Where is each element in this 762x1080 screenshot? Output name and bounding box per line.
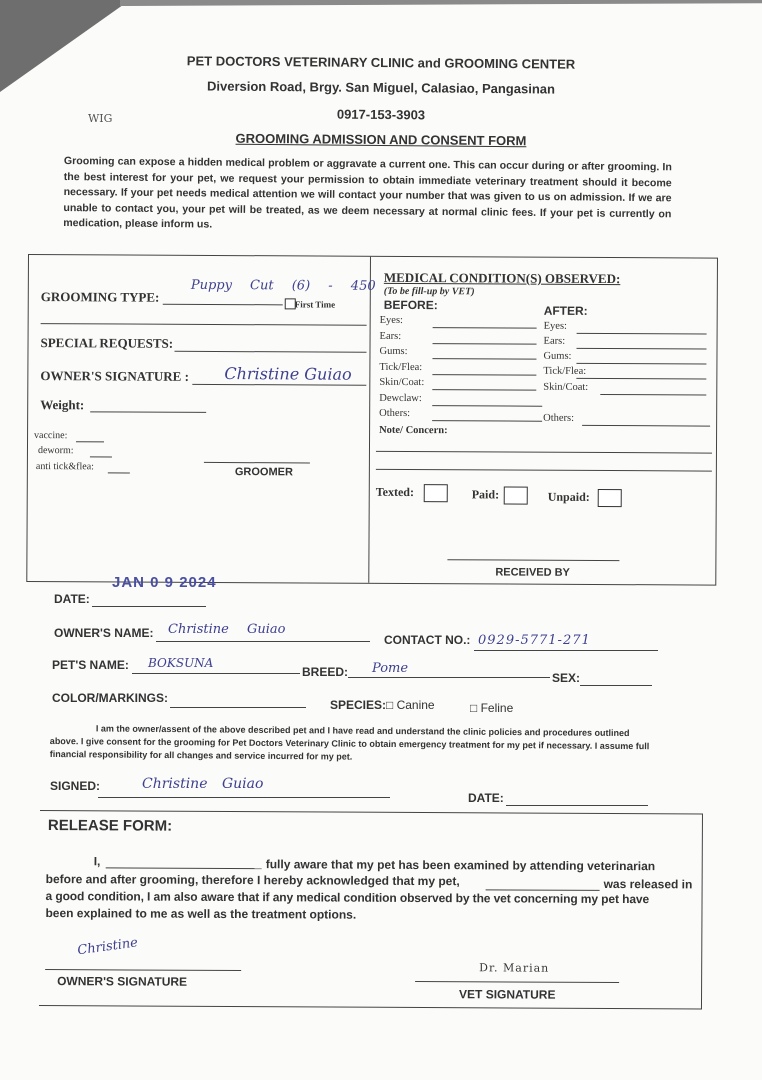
after-item-line	[600, 394, 706, 396]
release-line4: been explained to me as well as the treatment options.	[45, 906, 357, 922]
consent-paragraph: I am the owner/assent of the above described pet and I have read and understand the clinic policies and procedures outlined above. I give consent for the grooming for Pet Doctors Veterinary Clinic to obtain emergency treatment for my pet if necessary. I assume full financial responsibility for all changes and service incurred for my pet.	[49, 723, 650, 762]
release-owner-sig-label: OWNER'S SIGNATURE	[57, 974, 188, 989]
breed-label: BREED:	[302, 665, 349, 679]
before-item-label: Skin/Coat:	[379, 376, 425, 389]
species-label: SPECIES:	[330, 698, 387, 712]
before-item-line	[432, 420, 542, 422]
after-item-line	[577, 333, 707, 335]
release-owner-sig-line	[45, 969, 241, 971]
date-line	[92, 606, 206, 607]
before-item-label: Tick/Flea:	[379, 361, 423, 373]
pet-name-line	[132, 673, 300, 674]
owner-name-line	[156, 641, 370, 642]
release-line1: fully aware that my pet has been examined by attending veterinarian	[265, 857, 656, 874]
release-line3: a good condition, I am also aware that if any medical condition observed by the vet concerning my pet have	[45, 889, 650, 907]
release-line2-a: before and after grooming, therefore I hereby acknowledged that my pet,	[45, 872, 460, 889]
before-item-line	[432, 374, 536, 376]
owner-signature-label: OWNER'S SIGNATURE :	[40, 368, 189, 384]
grooming-type-value: Puppy Cut (6) - 450	[190, 277, 376, 294]
first-time-label: First Time	[294, 299, 336, 310]
before-item-line	[432, 358, 536, 360]
after-item-label: Gums:	[543, 350, 572, 362]
texted-checkbox[interactable]	[424, 484, 448, 502]
after-item-label: Skin/Coat:	[543, 381, 589, 393]
pet-name-value: BOKSUNA	[148, 656, 214, 670]
grooming-type-line-2	[41, 323, 367, 326]
note-label: Note/ Concern:	[379, 424, 448, 437]
grooming-box	[26, 254, 718, 586]
canine-option[interactable]: □ Canine	[386, 698, 435, 712]
texted-label: Texted:	[375, 484, 415, 500]
form-title: GROOMING ADMISSION AND CONSENT FORM	[235, 130, 527, 149]
antitick-line	[108, 472, 130, 473]
clinic-name: PET DOCTORS VETERINARY CLINIC and GROOMING CENTER	[186, 53, 576, 72]
after-item-label: Tick/Flea:	[543, 365, 587, 377]
note-line-2	[376, 469, 712, 472]
received-by-line	[447, 559, 619, 561]
color-line	[170, 707, 306, 708]
after-item-label: Eyes:	[543, 320, 567, 332]
contact-line	[474, 650, 658, 651]
clinic-address: Diversion Road, Brgy. San Miguel, Calasiao, Pangasinan	[206, 78, 556, 97]
antitick-label: anti tick&flea:	[35, 461, 94, 473]
after-item-label: Others:	[543, 412, 575, 424]
before-item-label: Eyes:	[379, 314, 404, 326]
date-stamp: JAN 0 9 2024	[112, 574, 217, 591]
consent-date-label: DATE:	[468, 791, 504, 805]
before-item-line	[433, 327, 537, 329]
groomer-label: GROOMER	[234, 466, 293, 479]
release-owner-sig-value: Christine	[76, 935, 139, 959]
clinic-phone: 0917-153-3903	[336, 106, 426, 123]
release-line2-b: was released in	[603, 876, 693, 892]
paid-checkbox[interactable]	[504, 486, 528, 504]
before-item-label: Others:	[379, 407, 411, 420]
breed-line	[348, 677, 550, 678]
release-i: I,	[93, 854, 101, 869]
after-label: AFTER:	[543, 303, 588, 318]
signed-value: Christine Guiao	[142, 776, 264, 792]
after-item-line	[577, 348, 707, 350]
after-item-label: Ears:	[543, 335, 566, 347]
owner-signature-value: Christine Guiao	[224, 364, 352, 384]
deworm-line	[90, 456, 112, 457]
owner-name-label: OWNER'S NAME:	[54, 626, 154, 640]
note-line-1	[376, 451, 712, 454]
release-name-line	[106, 867, 262, 869]
paid-label: Paid:	[471, 487, 500, 502]
after-item-line	[576, 378, 706, 380]
before-item-line	[432, 405, 542, 407]
sex-label: SEX:	[552, 671, 581, 685]
received-by-label: RECEIVED BY	[495, 566, 570, 579]
pet-name-label: PET'S NAME:	[52, 658, 129, 672]
owner-name-value: Christine Guiao	[168, 622, 286, 637]
before-item-label: Gums:	[379, 345, 408, 357]
deworm-label: deworm:	[37, 445, 74, 457]
before-item-label: Ears:	[379, 330, 402, 342]
feline-option[interactable]: □ Feline	[470, 701, 514, 715]
unpaid-checkbox[interactable]	[598, 489, 622, 507]
owner-signature-line	[192, 384, 366, 386]
grooming-type-label: GROOMING TYPE:	[40, 289, 160, 305]
groomer-line	[204, 462, 310, 464]
before-item-line	[433, 343, 537, 345]
release-title: RELEASE FORM:	[47, 817, 173, 835]
scan-top-edge	[120, 0, 762, 6]
special-requests-line	[174, 351, 366, 353]
intro-paragraph: Grooming can expose a hidden medical problem or aggravate a current one. This can occur during or after grooming. In the best interest for your pet, we request your permission to obtain immediate veterinary treatment should it become necessary. If your pet needs medical attention we will contact your number that was given to us on admission. If we are unable to contact you, your pet will be treated, as we deem necessary at normal clinic fees. If your pet is currently on medication, please inform us.	[63, 154, 672, 231]
after-item-line	[582, 425, 710, 427]
color-label: COLOR/MARKINGS:	[52, 691, 168, 705]
vaccine-line	[76, 441, 104, 442]
signed-label: SIGNED:	[50, 779, 101, 793]
release-vet-sig-value: Dr. Marian	[479, 961, 550, 975]
after-item-line	[576, 363, 706, 365]
medical-subtitle: (To be fill-up by VET)	[383, 285, 475, 298]
release-vet-sig-line	[415, 981, 619, 983]
vaccine-label: vaccine:	[34, 430, 68, 442]
medical-condition-title: MEDICAL CONDITION(S) OBSERVED:	[383, 269, 621, 287]
date-label: DATE:	[54, 592, 90, 606]
before-item-label: Dewclaw:	[379, 392, 422, 404]
box-divider	[368, 257, 371, 583]
special-requests-label: SPECIAL REQUESTS:	[40, 335, 174, 351]
before-label: BEFORE:	[383, 297, 438, 313]
sex-line	[580, 685, 652, 686]
grooming-type-line	[163, 304, 283, 306]
before-item-line	[432, 389, 536, 391]
breed-value: Pome	[372, 661, 409, 676]
release-box	[39, 810, 703, 1009]
release-vet-sig-label: VET SIGNATURE	[459, 987, 556, 1002]
signed-line	[98, 797, 390, 798]
contact-value: 0929-5771-271	[478, 633, 591, 648]
unpaid-label: Unpaid:	[547, 489, 590, 504]
margin-note: WIG	[88, 112, 113, 125]
consent-date-line	[506, 805, 648, 806]
contact-label: CONTACT NO.:	[384, 633, 471, 647]
weight-label: Weight:	[40, 397, 85, 413]
weight-line	[90, 411, 206, 413]
